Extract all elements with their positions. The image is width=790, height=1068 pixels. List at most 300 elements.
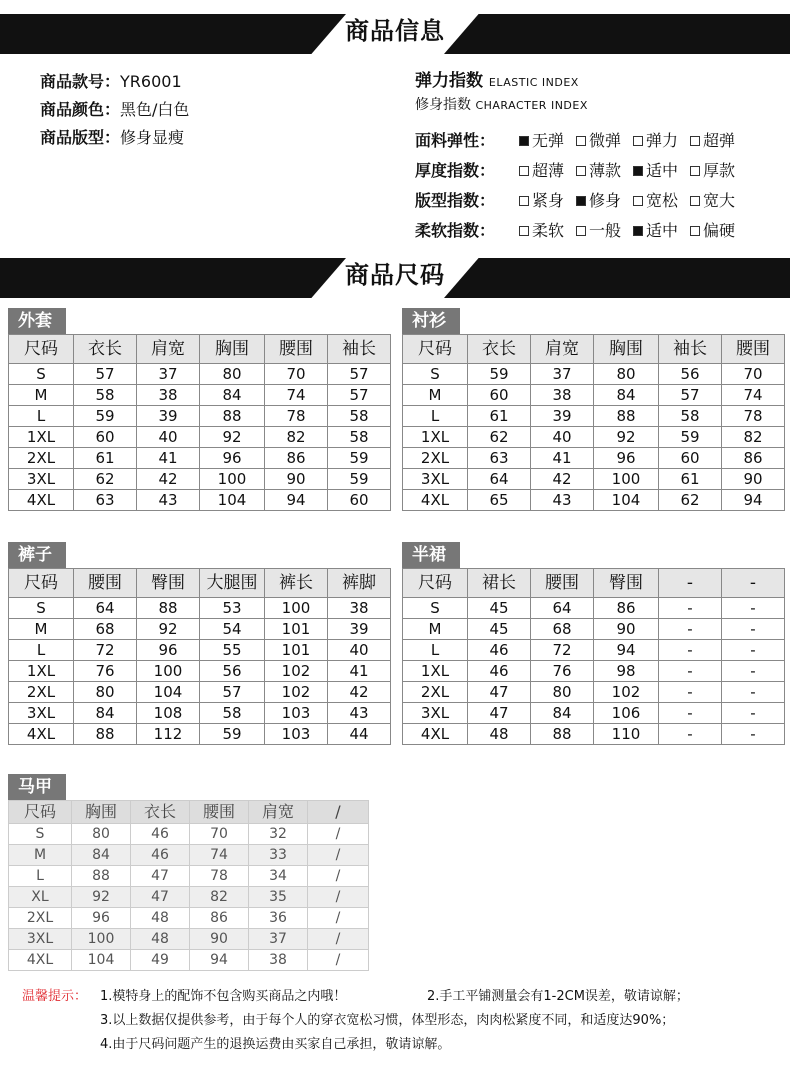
unchecked-box-icon [576,166,586,176]
table-cell: 65 [468,490,531,511]
column-header: 腰围 [74,569,137,598]
table-cell: 100 [200,469,265,490]
table-row [403,619,785,640]
table-cell: 92 [200,427,265,448]
table-cell: 3XL [9,469,74,490]
color-value: 黑色/白色 [120,100,190,119]
table-cell: 59 [328,469,391,490]
table-cell: 1XL [403,661,468,682]
table-cell: 46 [468,640,531,661]
table-cell: 90 [594,619,659,640]
table-row [9,908,369,929]
checked-box-icon [633,166,643,176]
table-cell: 38 [531,385,594,406]
table-cell: 43 [137,490,200,511]
table-cell: L [403,640,468,661]
column-header: 袖长 [659,335,722,364]
index-row-label: 面料弹性： [415,131,496,150]
table-cell: 92 [594,427,659,448]
table-cell: 58 [328,427,391,448]
unchecked-box-icon [519,166,529,176]
table-cell: - [722,703,785,724]
table-row [403,640,785,661]
table-row [9,640,391,661]
table-cell: 4XL [403,724,468,745]
table-cell: 54 [200,619,265,640]
unchecked-box-icon [690,166,700,176]
table-cell: S [9,598,74,619]
table-cell: 64 [468,469,531,490]
unchecked-box-icon [519,226,529,236]
table-cell: 88 [594,406,659,427]
table-cell: 39 [328,619,391,640]
table-cell: 80 [74,682,137,703]
table-cell: 58 [328,406,391,427]
table-cell: 106 [594,703,659,724]
table-cell: 104 [594,490,659,511]
column-header: 尺码 [9,801,72,824]
checked-box-icon [576,196,586,206]
table-cell: 2XL [9,682,74,703]
table-cell: 59 [200,724,265,745]
column-header: 臀围 [594,569,659,598]
table-cell: 100 [72,929,131,950]
table-row [9,845,369,866]
table-cell: - [722,640,785,661]
table-row [9,929,369,950]
table-cell: 47 [131,866,190,887]
table-cell: 74 [265,385,328,406]
table-cell: 35 [249,887,308,908]
table-row [403,448,785,469]
index-row [415,186,747,216]
character-index-en: CHARACTER INDEX [475,99,588,112]
table-cell: 42 [328,682,391,703]
table-cell: M [9,385,74,406]
table-cell: 62 [659,490,722,511]
table-cell: 103 [265,703,328,724]
table-cell: 100 [265,598,328,619]
table-cell: - [659,619,722,640]
table-cell: 102 [265,661,328,682]
table-cell: - [659,724,722,745]
table-cell: 100 [594,469,659,490]
table-cell: / [308,824,369,845]
table-cell: 2XL [403,682,468,703]
table-cell: 61 [74,448,137,469]
table-row [9,661,391,682]
column-header: 腰围 [265,335,328,364]
table-cell: 47 [468,703,531,724]
table-cell: 94 [722,490,785,511]
table-cell: 58 [200,703,265,724]
table-tab: 裤子 [8,542,66,568]
fit-value: 修身显瘦 [120,128,185,147]
table-cell: 3XL [403,703,468,724]
table-row [403,682,785,703]
table-cell: 96 [72,908,131,929]
index-row-label: 版型指数： [415,191,496,210]
index-option-label: 超薄 [532,161,565,180]
table-header-row [403,335,785,364]
table-cell: S [403,598,468,619]
table-cell: 82 [190,887,249,908]
index-option-label: 修身 [589,191,622,210]
table-cell: - [722,724,785,745]
size-table [8,334,391,511]
column-header: 大腿围 [200,569,265,598]
table-cell: 39 [137,406,200,427]
note-line-4: 4.由于尺码问题产生的退换运费由买家自己承担，敬请谅解。 [100,1037,451,1052]
index-row [415,216,747,246]
table-row [403,469,785,490]
unchecked-box-icon [690,226,700,236]
table-row [9,887,369,908]
index-option-label: 微弹 [589,131,622,150]
index-option [633,216,678,246]
index-option-label: 适中 [646,221,679,240]
size-table [402,568,785,745]
table-cell: 57 [328,385,391,406]
table-row [403,703,785,724]
table-cell: 104 [137,682,200,703]
table-cell: 36 [249,908,308,929]
table-cell: - [722,682,785,703]
table-cell: 102 [265,682,328,703]
checked-box-icon [633,226,643,236]
unchecked-box-icon [519,196,529,206]
table-cell: 4XL [9,490,74,511]
character-index-cn: 修身指数 [415,97,471,113]
table-cell: L [403,406,468,427]
style-number-row [40,68,189,96]
table-cell: 4XL [9,724,74,745]
table-row [9,950,369,971]
table-cell: 37 [531,364,594,385]
table-cell: - [722,619,785,640]
table-cell: 2XL [9,908,72,929]
style-number-label: 商品款号： [40,72,121,91]
table-cell: 59 [328,448,391,469]
index-option [576,216,621,246]
table-cell: 60 [328,490,391,511]
table-cell: 70 [722,364,785,385]
index-option-label: 厚款 [703,161,736,180]
column-header: 腰围 [722,335,785,364]
index-option-label: 适中 [646,161,679,180]
table-cell: 101 [265,619,328,640]
table-cell: 80 [200,364,265,385]
table-cell: 4XL [403,490,468,511]
index-option [576,126,621,156]
table-cell: 92 [72,887,131,908]
table-cell: 56 [200,661,265,682]
table-cell: 94 [190,950,249,971]
index-option [576,156,621,186]
table-cell: 96 [137,640,200,661]
note-line-2: 2.手工平铺测量会有1-2CM误差，敬请谅解； [427,989,689,1004]
index-options [519,186,747,216]
table-cell: 64 [531,598,594,619]
table-cell: 1XL [403,427,468,448]
index-option [633,156,678,186]
table-cell: 46 [131,824,190,845]
column-header: 胸围 [72,801,131,824]
table-cell: 32 [249,824,308,845]
column-header: 肩宽 [137,335,200,364]
table-cell: 104 [72,950,131,971]
size-table-pants [8,542,391,745]
index-option [519,156,564,186]
table-cell: 44 [328,724,391,745]
table-row [9,469,391,490]
index-option-label: 无弹 [532,131,565,150]
section-banner-product-info [0,8,790,54]
table-cell: 70 [190,824,249,845]
table-cell: 42 [531,469,594,490]
unchecked-box-icon [576,226,586,236]
index-row [415,126,747,156]
table-cell: 86 [594,598,659,619]
table-cell: 38 [328,598,391,619]
table-cell: 68 [531,619,594,640]
table-row [9,682,391,703]
table-cell: 3XL [403,469,468,490]
table-cell: 43 [328,703,391,724]
column-header: 胸围 [200,335,265,364]
table-cell: 88 [137,598,200,619]
table-cell: M [9,619,74,640]
table-cell: M [403,619,468,640]
column-header: 胸围 [594,335,659,364]
table-cell: L [9,866,72,887]
index-option-label: 超弹 [703,131,736,150]
elastic-index-en: ELASTIC INDEX [488,76,579,89]
index-option [519,126,564,156]
color-row [40,96,189,124]
column-header: 尺码 [9,569,74,598]
column-header: 衣长 [74,335,137,364]
table-cell: 2XL [403,448,468,469]
table-cell: / [308,908,369,929]
section-title: 商品尺码 [345,261,445,289]
table-cell: 43 [531,490,594,511]
table-row [9,824,369,845]
table-cell: 98 [594,661,659,682]
table-cell: 58 [74,385,137,406]
table-cell: 72 [74,640,137,661]
elastic-index-cn: 弹力指数 [415,71,483,91]
table-cell: 82 [722,427,785,448]
table-cell: 100 [137,661,200,682]
table-cell: 49 [131,950,190,971]
index-rows [415,126,747,246]
index-option [519,186,564,216]
table-cell: 92 [137,619,200,640]
size-table-jacket [8,308,391,511]
index-option [576,186,621,216]
index-row-label: 厚度指数： [415,161,496,180]
table-cell: 78 [265,406,328,427]
table-row [403,406,785,427]
index-row [415,156,747,186]
fit-row [40,124,189,152]
table-cell: 38 [137,385,200,406]
table-cell: 96 [200,448,265,469]
index-options [519,126,747,156]
table-cell: / [308,929,369,950]
column-header: 臀围 [137,569,200,598]
table-cell: 1XL [9,661,74,682]
table-cell: 63 [468,448,531,469]
table-cell: 47 [131,887,190,908]
column-header: 肩宽 [249,801,308,824]
table-tab: 衬衫 [402,308,460,334]
table-cell: 96 [594,448,659,469]
table-row [9,619,391,640]
table-cell: 39 [531,406,594,427]
table-cell: 61 [468,406,531,427]
column-header: 腰围 [190,801,249,824]
table-cell: 57 [74,364,137,385]
table-cell: L [9,406,74,427]
index-options [519,216,747,246]
table-row [9,490,391,511]
table-tab: 外套 [8,308,66,334]
table-cell: 112 [137,724,200,745]
unchecked-box-icon [633,196,643,206]
table-cell: 94 [594,640,659,661]
table-cell: 59 [74,406,137,427]
table-cell: 37 [249,929,308,950]
table-cell: 108 [137,703,200,724]
index-option [633,126,678,156]
table-row [9,364,391,385]
table-cell: M [9,845,72,866]
column-header: 尺码 [403,335,468,364]
column-header: - [722,569,785,598]
table-row [403,598,785,619]
table-cell: 60 [468,385,531,406]
table-cell: 84 [74,703,137,724]
table-cell: - [722,661,785,682]
table-row [403,661,785,682]
column-header: 裤长 [265,569,328,598]
table-cell: 88 [72,866,131,887]
table-cell: 72 [531,640,594,661]
table-cell: 41 [328,661,391,682]
table-cell: 80 [72,824,131,845]
table-cell: 34 [249,866,308,887]
table-tab: 半裙 [402,542,460,568]
table-cell: 94 [265,490,328,511]
table-cell: 57 [200,682,265,703]
table-header-row [403,569,785,598]
table-cell: S [9,364,74,385]
index-options [519,156,747,186]
section-title: 商品信息 [345,17,445,45]
table-cell: 46 [468,661,531,682]
note-line-1: 1.模特身上的配饰不包含购买商品之内哦！ [100,989,347,1004]
table-cell: 84 [72,845,131,866]
column-header: 裙长 [468,569,531,598]
table-cell: 38 [249,950,308,971]
color-label: 商品颜色： [40,100,121,119]
table-cell: 33 [249,845,308,866]
table-cell: 48 [468,724,531,745]
index-option-label: 薄款 [589,161,622,180]
table-cell: 90 [265,469,328,490]
index-option-label: 弹力 [646,131,679,150]
table-cell: / [308,866,369,887]
table-cell: XL [9,887,72,908]
note-line-3: 3.以上数据仅提供参考，由于每个人的穿衣宽松习惯，体型形态，肉肉松紧度不同，和适度达90%； [100,1013,675,1028]
unchecked-box-icon [576,136,586,146]
fit-label: 商品版型： [40,128,121,147]
index-option [690,156,735,186]
table-cell: 101 [265,640,328,661]
column-header: 袖长 [328,335,391,364]
table-cell: - [659,598,722,619]
table-cell: 40 [531,427,594,448]
table-cell: L [9,640,74,661]
table-row [403,427,785,448]
table-cell: 86 [190,908,249,929]
unchecked-box-icon [690,196,700,206]
table-cell: 57 [328,364,391,385]
index-option-label: 柔软 [532,221,565,240]
table-cell: 74 [722,385,785,406]
table-cell: - [659,682,722,703]
table-cell: 55 [200,640,265,661]
table-cell: - [659,640,722,661]
size-table [8,800,369,971]
table-header-row [9,569,391,598]
table-cell: 84 [531,703,594,724]
table-cell: 60 [659,448,722,469]
unchecked-box-icon [633,136,643,146]
index-option [690,126,735,156]
table-cell: - [659,703,722,724]
elastic-index-heading [415,68,747,94]
table-cell: / [308,950,369,971]
table-cell: 58 [659,406,722,427]
table-row [403,490,785,511]
column-header: 腰围 [531,569,594,598]
table-cell: 80 [531,682,594,703]
unchecked-box-icon [690,136,700,146]
table-cell: 103 [265,724,328,745]
index-panel [415,68,747,246]
table-cell: 64 [74,598,137,619]
table-cell: 84 [200,385,265,406]
table-cell: 88 [531,724,594,745]
index-option-label: 紧身 [532,191,565,210]
table-cell: 37 [137,364,200,385]
table-cell: / [308,887,369,908]
table-cell: 45 [468,598,531,619]
table-cell: / [308,845,369,866]
table-cell: 41 [531,448,594,469]
notes-label: 温馨提示： [22,989,88,1004]
table-cell: 62 [468,427,531,448]
table-cell: 78 [190,866,249,887]
table-cell: 56 [659,364,722,385]
table-row [9,406,391,427]
table-cell: 80 [594,364,659,385]
index-option [690,186,735,216]
table-cell: 70 [265,364,328,385]
